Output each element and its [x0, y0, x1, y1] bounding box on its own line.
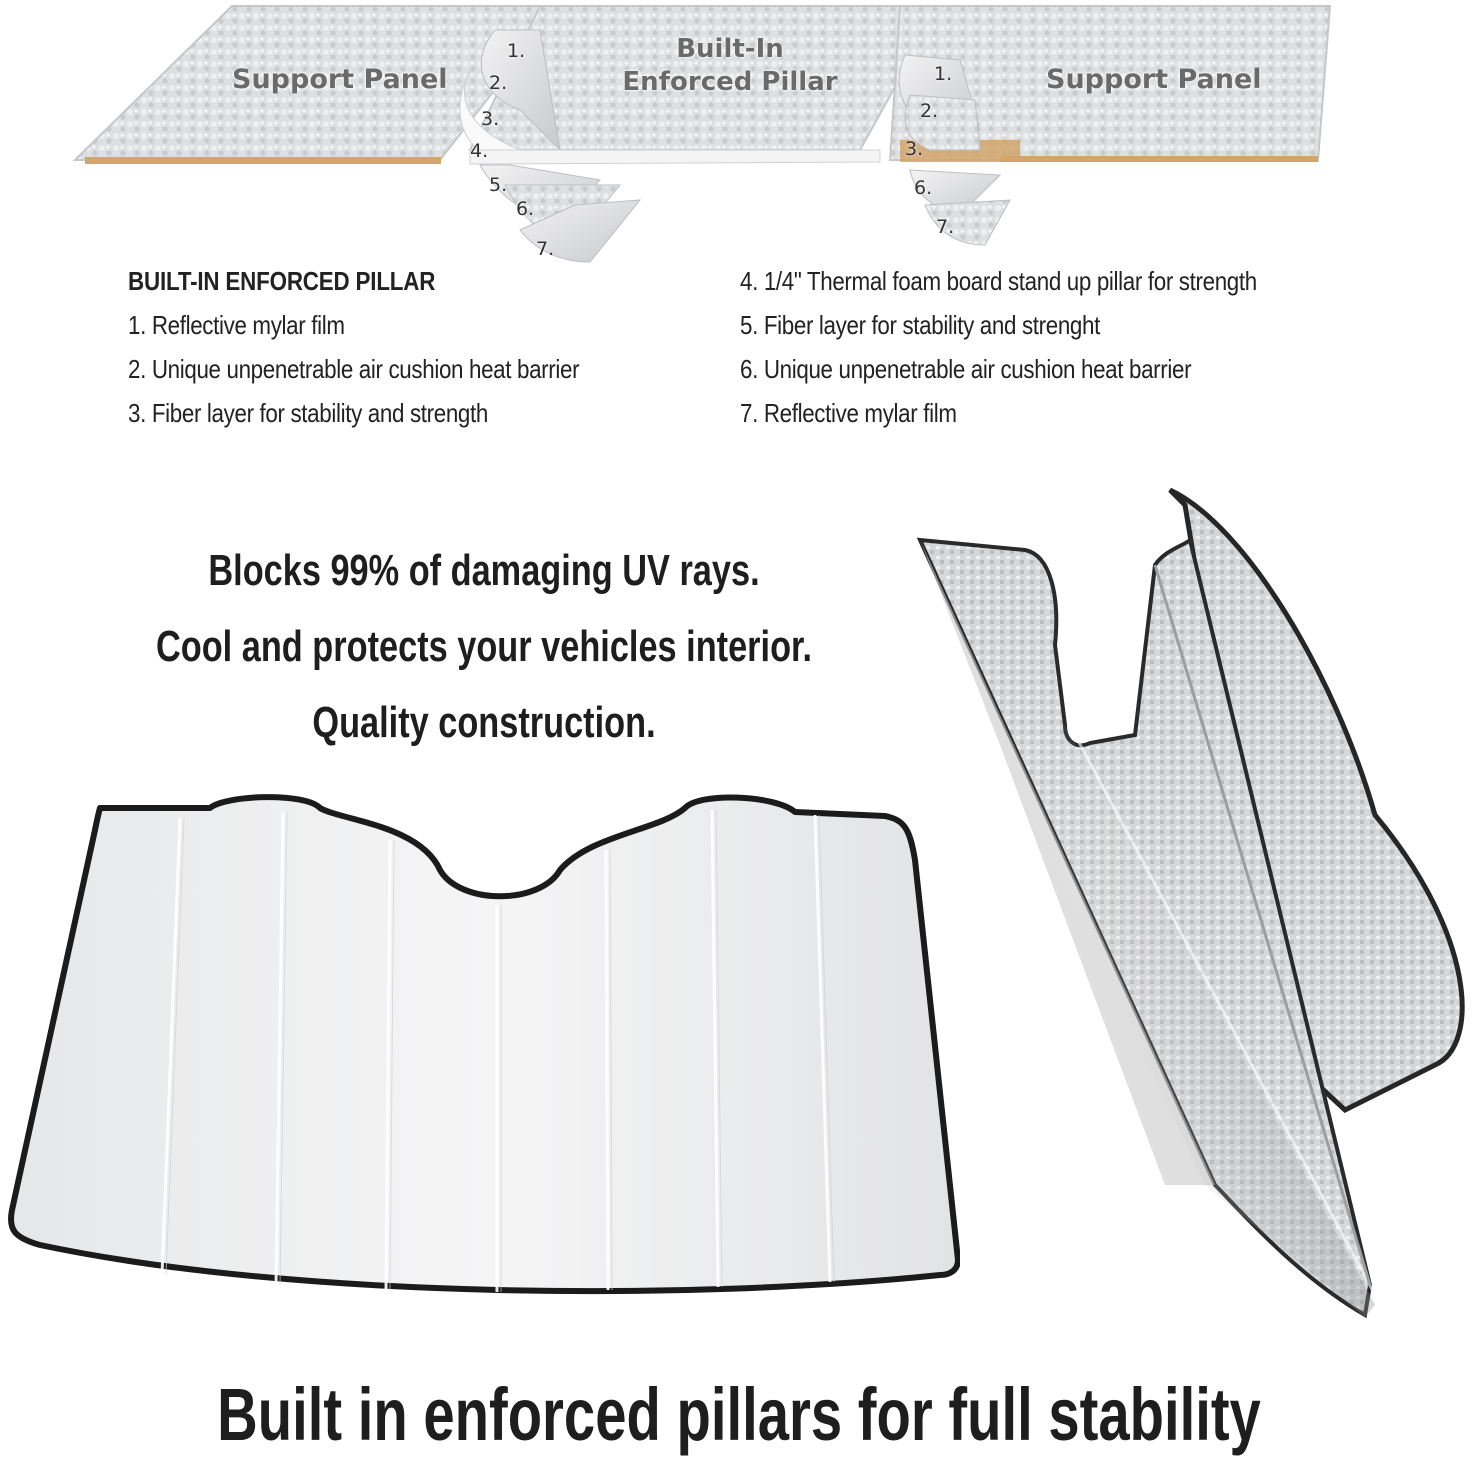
- layer-item: 1. Reflective mylar film: [128, 310, 345, 340]
- layer-item: 5. Fiber layer for stability and strenght: [740, 310, 1100, 340]
- right-layer-number: 3.: [905, 138, 924, 160]
- layer-item: 7. Reflective mylar film: [740, 398, 957, 428]
- left-layer-number: 1.: [507, 40, 526, 62]
- right-layer-number: 1.: [934, 63, 953, 85]
- sunshade-folded-image: [915, 485, 1478, 1335]
- bottom-title: Built in enforced pillars for full stability: [217, 1373, 1261, 1456]
- tagline-uv: Blocks 99% of damaging UV rays.: [208, 546, 760, 595]
- left-layer-number: 5.: [489, 174, 508, 196]
- tagline-cool: Cool and protects your vehicles interior.: [155, 622, 813, 671]
- sunshade-flat-image: [0, 790, 960, 1300]
- layer-diagram: [0, 0, 1478, 270]
- left-layer-number: 4.: [470, 140, 489, 162]
- layer-item: 4. 1/4" Thermal foam board stand up pillar for strength: [740, 266, 1257, 296]
- layers-heading: BUILT-IN ENFORCED PILLAR: [128, 266, 436, 296]
- layer-item: 6. Unique unpenetrable air cushion heat barrier: [740, 354, 1192, 384]
- left-layer-number: 7.: [536, 238, 555, 260]
- right-layer-number: 2.: [920, 100, 939, 122]
- left-support-panel-label: Support Panel: [232, 64, 448, 95]
- left-layer-number: 2.: [489, 72, 508, 94]
- right-layer-number: 7.: [936, 216, 955, 238]
- tagline-quality: Quality construction.: [312, 698, 656, 747]
- left-layer-number: 3.: [481, 108, 500, 130]
- layer-item: 3. Fiber layer for stability and strength: [128, 398, 488, 428]
- pillar-label: [620, 33, 840, 99]
- layer-item: 2. Unique unpenetrable air cushion heat barrier: [128, 354, 580, 384]
- left-layer-number: 6.: [516, 198, 535, 220]
- right-layer-number: 6.: [914, 177, 933, 199]
- pillar-label-line1: Built-In: [676, 34, 784, 64]
- left-panel-foam-edge: [85, 157, 441, 164]
- right-support-panel-label: Support Panel: [1046, 64, 1262, 95]
- pillar-label-line2: Enforced Pillar: [622, 67, 838, 97]
- right-panel-foam-edge: [1000, 156, 1318, 162]
